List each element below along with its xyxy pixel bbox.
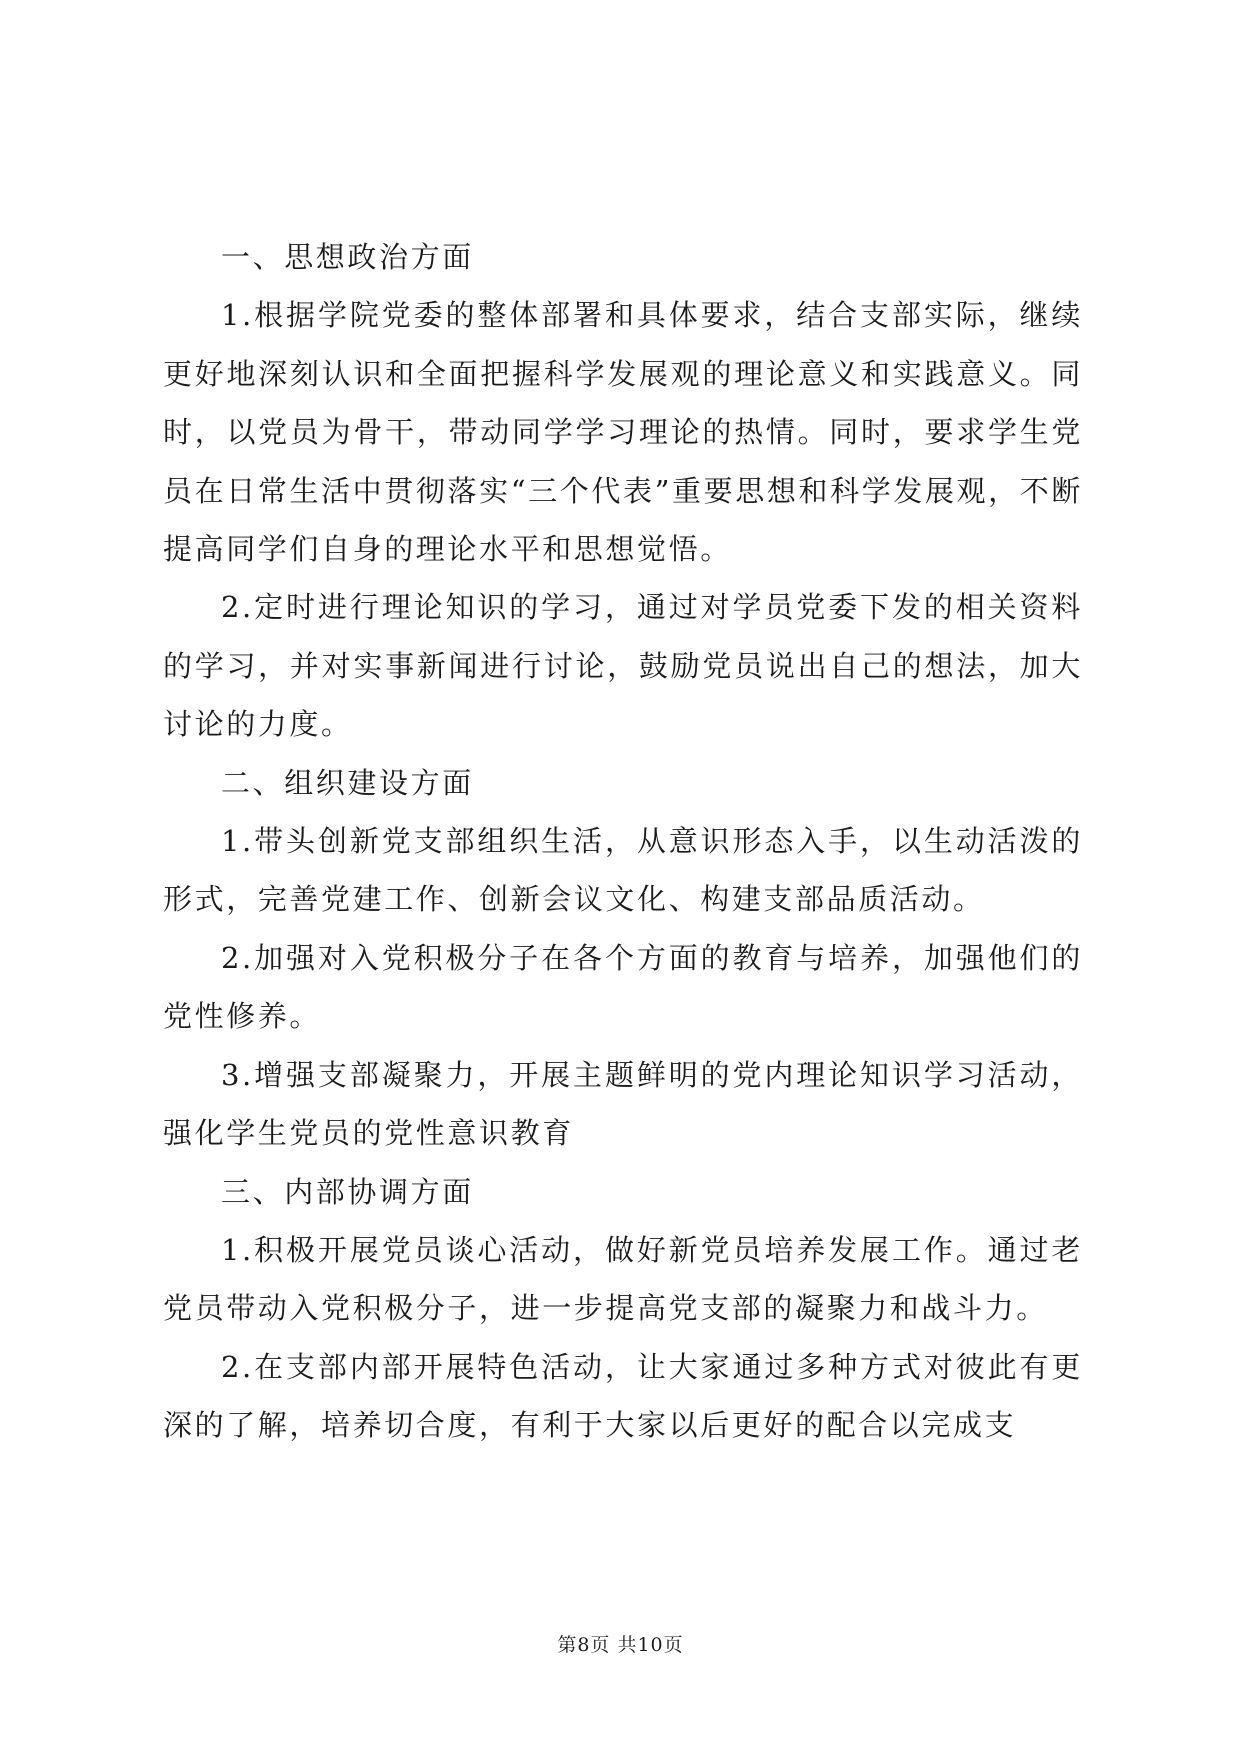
- paragraph: 2.定时进行理论知识的学习，通过对学员党委下发的相关资料的学习，并对实事新闻进行讨论，鼓励党员说出自己的想法，加大讨论的力度。: [163, 590, 1083, 742]
- paragraph: 2.在支部内部开展特色活动，让大家通过多种方式对彼此有更深的了解，培养切合度，有利于大家以后更好的配合以完成支: [163, 1349, 1083, 1443]
- section-heading: 二、组织建设方面: [221, 765, 474, 800]
- paragraph: 1.带头创新党支部组织生活，从意识形态入手，以生动活泼的形式，完善党建工作、创新会议文化、构建支部品质活动。: [163, 824, 1083, 917]
- paragraph: 2.加强对入党积极分子在各个方面的教育与培养，加强他们的党性修养。: [163, 940, 1083, 1034]
- document-body: [163, 228, 1083, 1455]
- paragraph: 3.增强支部凝聚力，开展主题鲜明的党内理论知识学习活动，强化学生党员的党性意识教育: [163, 1057, 1083, 1151]
- section-heading: 三、内部协调方面: [221, 1174, 474, 1209]
- paragraph: 1.根据学院党委的整体部署和具体要求，结合支部实际，继续更好地深刻认识和全面把握科学发展观的理论意义和实践意义。同时，以党员为骨干，带动同学学习理论的热情。同时，要求学生党员在日常生活中贯彻落实“三个代表”重要思想和科学发展观，不断提高同学们自身的理论水平和思想觉悟。: [163, 298, 1083, 567]
- section-heading: 一、思想政治方面: [221, 240, 474, 274]
- page-number-footer: 第8页 共10页: [557, 1634, 684, 1656]
- paragraph: 1.积极开展党员谈心活动，做好新党员培养发展工作。通过老党员带动入党积极分子，进一步提高党支部的凝聚力和战斗力。: [163, 1232, 1083, 1326]
